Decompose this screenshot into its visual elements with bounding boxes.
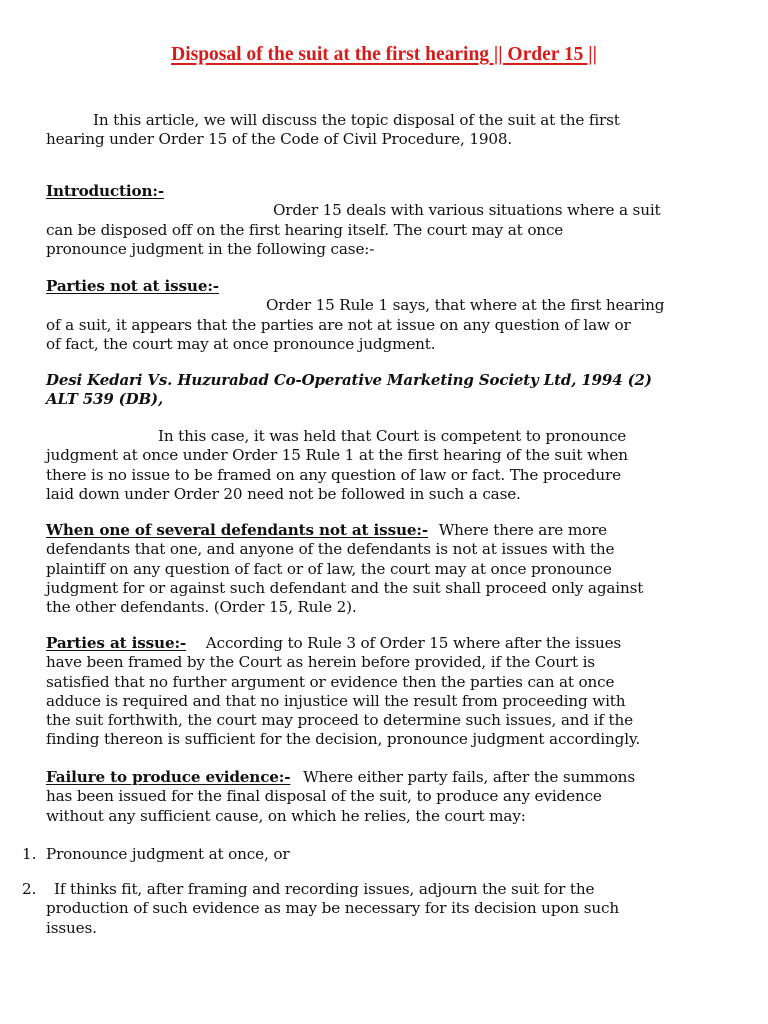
case-paragraph — [46, 427, 736, 504]
paragraph-line: pronounce judgment in the following case:- — [46, 239, 375, 258]
paragraph-text: Where either party fails, after the summons — [303, 768, 635, 786]
paragraph-line: Order 15 Rule 1 says, that where at the first hearing — [266, 296, 665, 315]
introduction-section — [46, 182, 736, 259]
paragraph-line: there is no issue to be framed on any question of law or fact. The procedure — [46, 465, 621, 484]
paragraph-line: without any sufficient cause, on which he relies, the court may: — [46, 806, 526, 825]
list-item — [46, 880, 736, 938]
case-citation-line: ALT 539 (DB), — [46, 390, 164, 409]
paragraph-line: Order 15 deals with various situations where a suit — [273, 201, 661, 220]
list-number: 2. — [22, 880, 37, 898]
list-item-line: production of such evidence as may be necessary for its decision upon such — [46, 899, 619, 918]
paragraph-line: laid down under Order 20 need not be followed in such a case. — [46, 484, 521, 503]
paragraph-line: hearing under Order 15 of the Code of Civil Procedure, 1908. — [46, 130, 513, 149]
list-number: 1. — [22, 845, 37, 863]
section-heading: Failure to produce evidence:- — [46, 768, 291, 786]
document-title: Disposal of the suit at the first hearing || Order 15 || — [171, 44, 597, 65]
paragraph-line: In this case, it was held that Court is competent to pronounce — [158, 427, 627, 445]
intro-paragraph — [46, 111, 736, 150]
paragraph-line: can be disposed off on the first hearing itself. The court may at once — [46, 220, 564, 239]
paragraph-text: Where there are more — [438, 521, 608, 539]
list-item-line: issues. — [46, 918, 97, 937]
section-heading: Introduction:- — [46, 182, 164, 200]
paragraph-line: of a suit, it appears that the parties are not at issue on any question of law or — [46, 315, 631, 334]
paragraph-line: the other defendants. (Order 15, Rule 2). — [46, 598, 357, 617]
paragraph-line: defendants that one, and anyone of the defendants is not at issues with the — [46, 540, 615, 559]
case-citation — [46, 371, 736, 410]
paragraph-line: of fact, the court may at once pronounce judgment. — [46, 334, 436, 353]
section-heading: Parties at issue:- — [46, 634, 187, 652]
paragraph-line: satisfied that no further argument or evidence then the parties can at once — [46, 672, 615, 691]
section-heading: Parties not at issue:- — [46, 277, 219, 295]
paragraph-line: the suit forthwith, the court may proceed to determine such issues, and if the — [46, 711, 633, 730]
list-item-line: Pronounce judgment at once, or — [46, 845, 290, 863]
case-citation-line: Desi Kedari Vs. Huzurabad Co-Operative Marketing Society Ltd, 1994 (2) — [46, 371, 652, 389]
failure-to-produce-evidence-section — [46, 768, 736, 826]
paragraph-line: has been issued for the final disposal of the suit, to produce any evidence — [46, 787, 602, 806]
paragraph-line: have been framed by the Court as herein before provided, if the Court is — [46, 653, 595, 672]
parties-not-at-issue-section — [46, 277, 736, 354]
paragraph-line: In this article, we will discuss the topic disposal of the suit at the first — [93, 111, 620, 129]
list-item — [46, 845, 736, 864]
paragraph-line: judgment for or against such defendant and the suit shall proceed only against — [46, 578, 644, 597]
paragraph-text: According to Rule 3 of Order 15 where after the issues — [205, 634, 622, 652]
section-heading: When one of several defendants not at issue:- — [46, 521, 428, 539]
parties-at-issue-section — [46, 634, 736, 750]
one-of-several-defendants-section — [46, 521, 736, 617]
paragraph-line: finding thereon is sufficient for the decision, pronounce judgment accordingly. — [46, 730, 641, 749]
paragraph-line: judgment at once under Order 15 Rule 1 at the first hearing of the suit when — [46, 446, 628, 465]
list-item-line: If thinks fit, after framing and recording issues, adjourn the suit for the — [54, 880, 595, 898]
paragraph-line: plaintiff on any question of fact or of law, the court may at once pronounce — [46, 559, 612, 578]
paragraph-line: adduce is required and that no injustice will the result from proceeding with — [46, 691, 626, 710]
